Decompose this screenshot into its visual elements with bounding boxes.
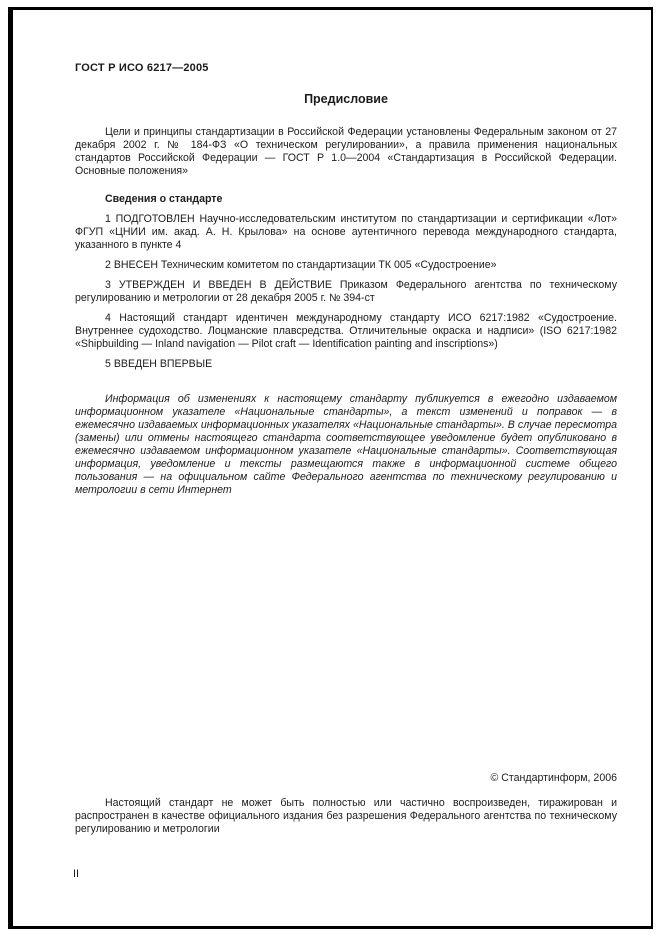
standard-item-3: 3 УТВЕРЖДЕН И ВВЕДЕН В ДЕЙСТВИЕ Приказом Федерального агентства по техническому регулированию и метрологии от 28 декабря 2005 г. № 394-ст [75,279,617,304]
standard-item-4: 4 Настоящий стандарт идентичен международному стандарту ИСО 6217:1982 «Судостроение. Внутреннее судоходство. Лоцманские плавсредства. Отличительные окраска и надписи» (ISO 6217:1982 «Shipbuilding — Inland navigation — Pilot craft — Identification painting and inscriptions») [75,312,617,350]
page-border-top [8,7,653,10]
page-border-bottom [8,926,653,929]
standard-item-5: 5 ВВЕДЕН ВПЕРВЫЕ [105,358,213,370]
intro-paragraph: Цели и принципы стандартизации в Российской Федерации установлены Федеральным законом от 27 декабря 2002 г. № 184-ФЗ «О техническом регулировании», а правила применения национальных стандартов Российской Федерации — ГОСТ Р 1.0—2004 «Стандартизация в Российской Федерации. Основные положения» [75,126,617,177]
amendments-note: Информация об изменениях к настоящему стандарту публикуется в ежегодно издаваемом информационном указателе «Национальные стандарты», а текст изменений и поправок — в ежемесячно издаваемых информационных указателях «Национальные стандарты». В случае пересмотра (замены) или отмены настоящего стандарта соответствующее уведомление будет опубликовано в ежемесячно издаваемом информационном указателе «Национальные стандарты». Соответствующая информация, уведомление и тексты размещаются также в информационной системе общего пользования — на официальном сайте Федерального агентства по техническому регулированию и метрологии в сети Интернет [75,393,617,496]
copyright-line: © Стандартинформ, 2006 [490,772,617,784]
page-number: II [73,868,80,880]
page-border-right [651,7,653,929]
standard-item-1: 1 ПОДГОТОВЛЕН Научно-исследовательским институтом по стандартизации и сертификации «Лот» ФГУП «ЦНИИ им. акад. А. Н. Крылова» на основе аутентичного перевода международного стандарта, указанного в пункте 4 [75,213,617,251]
standard-item-2: 2 ВНЕСЕН Техническим комитетом по стандартизации ТК 005 «Судостроение» [105,259,497,271]
doc-number: ГОСТ Р ИСО 6217—2005 [75,62,209,74]
restriction-note: Настоящий стандарт не может быть полностью или частично воспроизведен, тиражирован и распространен в качестве официального издания без разрешения Федерального агентства по техническому регулированию и метрологии [75,797,617,835]
page-content [75,62,617,497]
page-border-left [8,7,13,929]
standard-info-heading: Сведения о стандарте [105,193,223,205]
page-title: Предисловие [304,92,388,106]
